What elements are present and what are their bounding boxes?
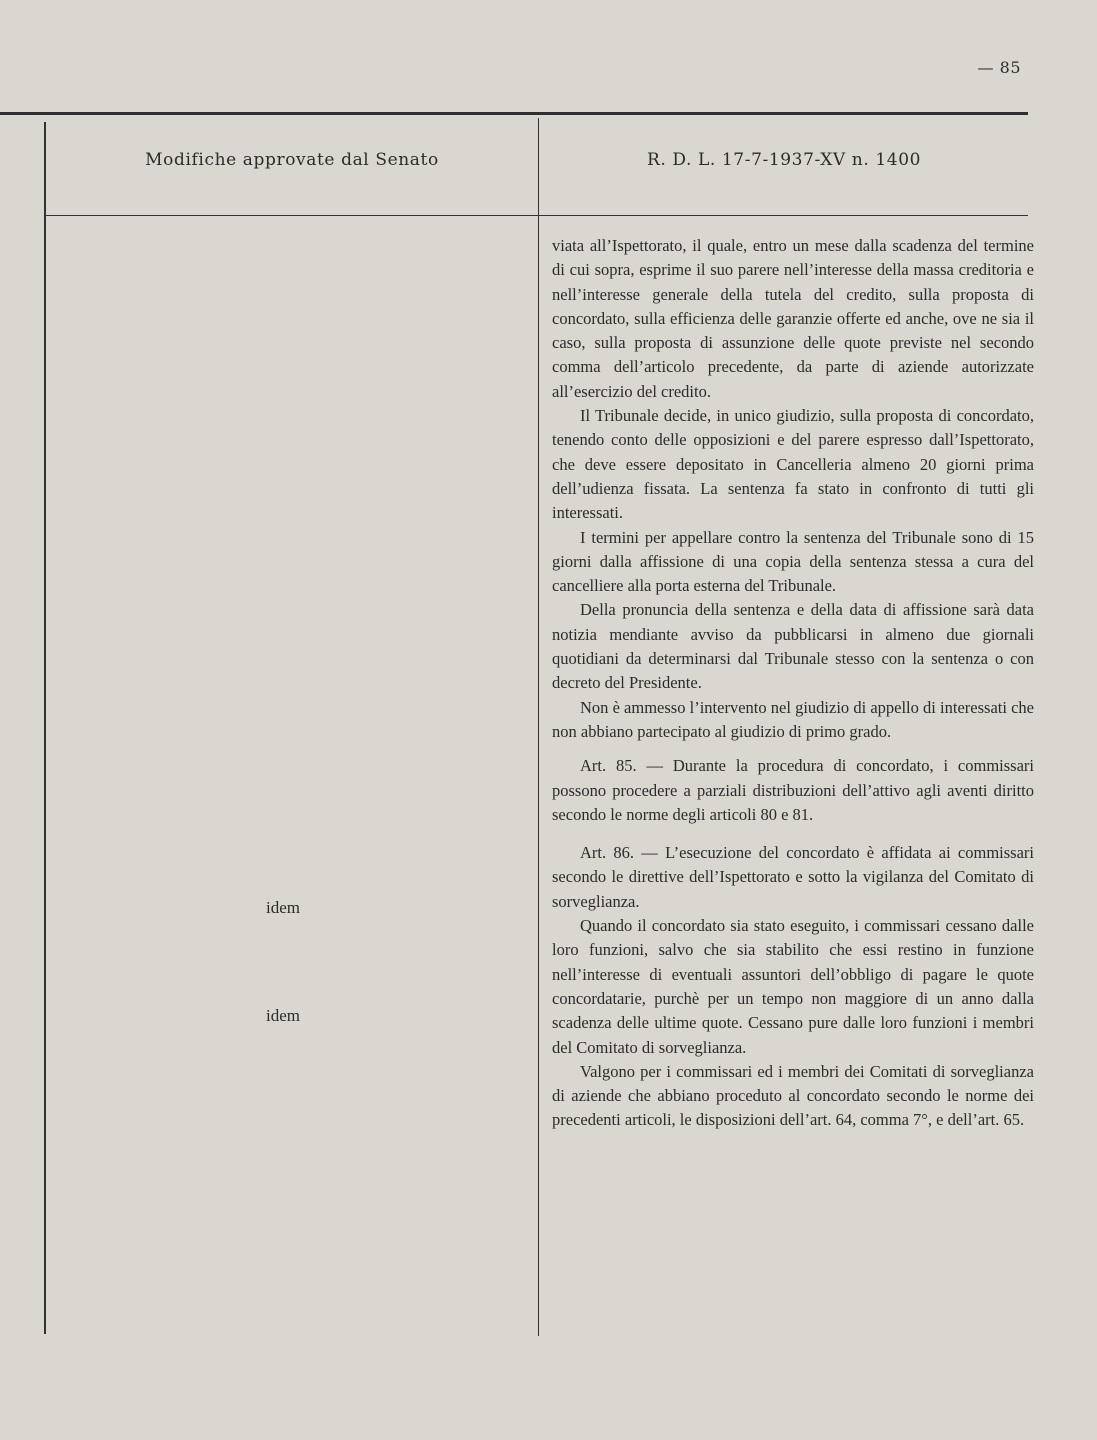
paragraph: Non è ammesso l’intervento nel giudizio di appello di interessati che non abbiano partecipato al giudizio di primo grado.	[552, 697, 1034, 741]
top-rule	[0, 112, 1028, 115]
right-column-text	[552, 234, 1034, 1133]
paragraph: Valgono per i commissari ed i membri dei Comitati di sorveglianza di aziende che abbiano proceduto al concordato secondo le norme dei precedenti articoli, le disposizioni dell’art. 64, comma 7°, e dell’art. 65.	[552, 1061, 1034, 1130]
page-number: — 85	[977, 58, 1021, 77]
column-separator	[538, 118, 539, 1336]
article-85: Art. 85. — Durante la procedura di concordato, i commissari possono procedere a parziali distribuzioni dell’attivo agli aventi diritto secondo le norme degli articoli 80 e 81.	[552, 756, 1034, 824]
article-86: Art. 86. — L’esecuzione del concordato è affidata ai commissari secondo le direttive dell’Ispettorato e sotto la vigilanza del Comitato di sorveglianza.	[552, 843, 1034, 911]
header-rule	[46, 215, 1028, 216]
idem-label-art-86: idem	[266, 1006, 300, 1025]
idem-label-art-85: idem	[266, 898, 300, 917]
paragraph: viata all’Ispettorato, il quale, entro un mese dalla scadenza del termine di cui sopra, esprime il suo parere nell’interesse della massa creditoria e nell’interesse generale della tutela del credito, sulla proposta di concordato, sulla efficienza delle garanzie offerte ed anche, ove ne sia il caso, sulla proposta di assunzione delle quote previste nel secondo comma dell’articolo precedente, da parte di aziende autorizzate all’esercizio del credito.	[552, 236, 1034, 401]
header-right: R. D. L. 17-7-1937-XV n. 1400	[646, 150, 922, 170]
paragraph: Quando il concordato sia stato eseguito, i commissari cessano dalle loro funzioni, salvo che sia stabilito che essi restino in funzione nell’interesse di eventuali assuntori dell’obbligo di pagare le quote concordatarie, purchè per un tempo non maggiore di un anno dalla scadenza delle ultime quote. Cessano pure dalle loro funzioni i membri del Comitato di sorveglianza.	[552, 916, 1034, 1057]
header-left: Modifiche approvate dal Senato	[145, 150, 439, 170]
paragraph: Della pronuncia della sentenza e della data di affissione sarà data notizia mendiante avviso da pubblicarsi in almeno due giornali quotidiani da determinarsi dal Tribunale stesso con la sentenza o con decreto del Presidente.	[552, 600, 1034, 693]
left-border	[44, 122, 46, 1334]
paragraph: Il Tribunale decide, in unico giudizio, sulla proposta di concordato, tenendo conto delle opposizioni e del parere espresso dall’Ispettorato, che deve essere depositato in Cancelleria almeno 20 giorni prima dell’udienza fissata. La sentenza fa stato in confronto di tutti gli interessati.	[552, 406, 1034, 523]
paragraph: I termini per appellare contro la sentenza del Tribunale sono di 15 giorni dalla affissione di una copia della sentenza stessa a cura del cancelliere alla porta esterna del Tribunale.	[552, 527, 1034, 596]
